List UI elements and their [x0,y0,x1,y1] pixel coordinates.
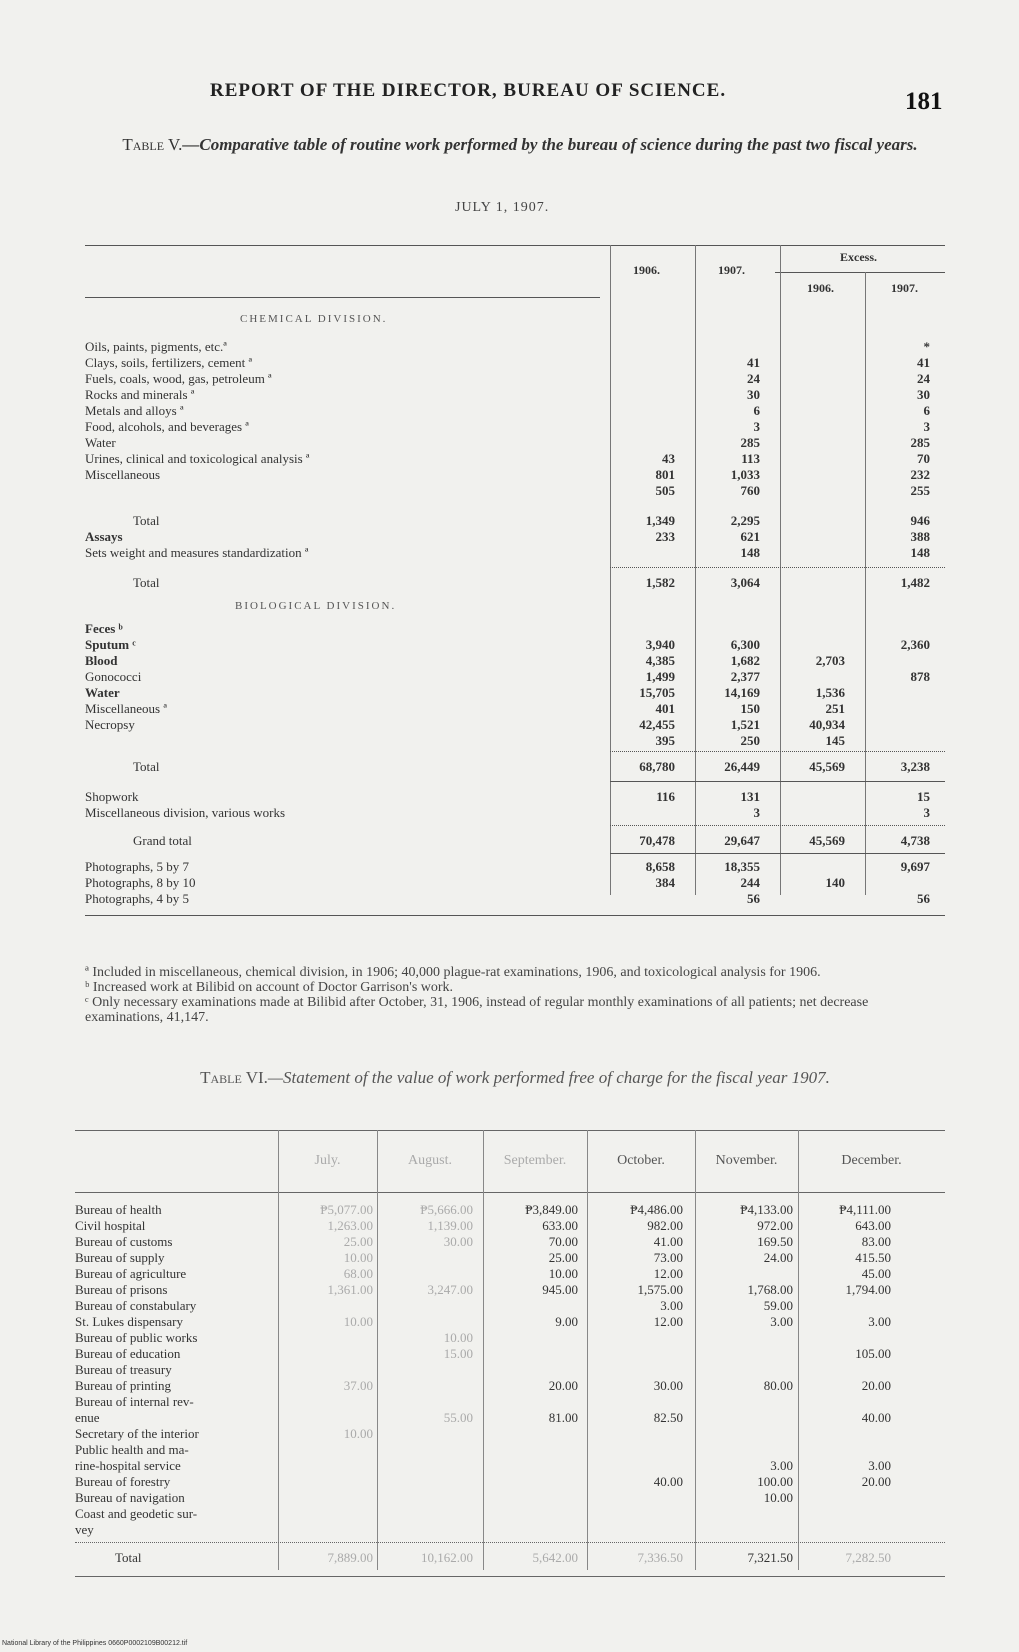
row-label: Bureau of forestry [75,1474,171,1489]
row-label: Water [85,685,120,700]
rule [85,297,600,298]
rule [75,1130,945,1131]
cell: 14,169 [724,685,760,700]
row-label: Bureau of constabulary [75,1298,197,1313]
rule [610,853,945,854]
cell: 30.00 [443,1234,473,1249]
scan-footer-tag: National Library of the Philippines 0660P0002109B00212.tif [2,1640,188,1647]
cell: 45.00 [861,1266,891,1281]
cell: 73.00 [653,1250,683,1265]
table5-footnotes [85,965,940,1025]
cell: 621 [740,529,760,544]
cell: 20.00 [861,1474,891,1489]
rule [75,1542,945,1543]
table-row [85,403,945,419]
col-ex-1906: 1906. [807,281,834,295]
table-row [75,1202,945,1218]
col-1906: 1906. [633,263,660,277]
cell: 40,934 [809,717,845,732]
cell: 6 [923,403,930,418]
cell: 10.00 [343,1426,373,1441]
row-label: Total [133,575,160,590]
row-label: Miscellaneous ª [85,701,167,716]
row-label: enue [75,1410,100,1425]
col-month: December. [841,1153,902,1168]
cell: 1,033 [730,467,760,482]
table-row [85,419,945,435]
table-row [75,1474,945,1490]
running-head: REPORT OF THE DIRECTOR, BUREAU OF SCIENCE. [210,80,727,101]
cell: 116 [656,789,675,804]
cell: 3.00 [770,1314,793,1329]
row-label: Bureau of customs [75,1234,173,1249]
cell: 30.00 [653,1378,683,1393]
cell: 43 [662,451,675,466]
table-row [85,685,945,701]
cell: 6,300 [730,637,760,652]
cell: 388 [910,529,930,544]
cell: 7,336.50 [637,1550,683,1565]
footnote-b: ᵇ Increased work at Bilibid on account of Doctor Garrison's work. [85,980,454,995]
cell: 55.00 [443,1410,473,1425]
row-label: Secretary of the interior [75,1426,199,1441]
table-row [75,1282,945,1298]
row-label: Sputum ᶜ [85,637,136,652]
rule [610,825,945,826]
table-row [75,1234,945,1250]
cell: 5,642.00 [532,1550,578,1565]
table5-date: JULY 1, 1907. [455,200,550,215]
cell: 3.00 [868,1458,891,1473]
cell: 3,238 [900,759,930,774]
rule [610,781,945,782]
rule [610,751,945,752]
row-label: Water [85,435,116,450]
row-label: Bureau of printing [75,1378,172,1393]
cell: 150 [740,701,760,716]
table6-caption [80,1067,950,1089]
cell: 251 [825,701,845,716]
cell: 801 [655,467,675,482]
cell: 10,162.00 [421,1550,473,1565]
cell: 41.00 [653,1234,683,1249]
cell: 42,455 [639,717,675,732]
chemical-division-heading: CHEMICAL DIVISION. [240,313,388,325]
row-label: Photographs, 4 by 5 [85,891,189,906]
rule [85,245,945,246]
row-label: Bureau of public works [75,1330,198,1345]
cell: 10.00 [548,1266,578,1281]
cell: 4,738 [900,833,930,848]
cell: 3.00 [660,1298,683,1313]
cell: 68.00 [343,1266,373,1281]
cell: ₱3,849.00 [525,1202,578,1217]
cell: 395 [655,733,675,748]
table5-caption [90,134,950,156]
cell: 946 [910,513,930,528]
table5-label: Table V. [122,135,183,154]
col-month: October. [617,1153,665,1168]
cell: 244 [740,875,760,890]
cell: 3 [923,419,930,434]
cell: 15,705 [639,685,675,700]
table-row [75,1266,945,1282]
cell: * [923,339,930,354]
col-month: September. [503,1153,567,1168]
table6-title: —Statement of the value of work performed free of charge for the fiscal year 1907. [267,1068,830,1087]
cell: 9,697 [900,859,930,874]
table-row [85,859,945,875]
page-number: 181 [905,88,943,115]
cell: 169.50 [757,1234,793,1249]
cell: 25.00 [548,1250,578,1265]
table-row [85,451,945,467]
footnote-c: ᶜ Only necessary examinations made at Bilibid after October, 31, 1906, instead of regular monthly examinations of all patients; net decrease examinations, 41,147. [85,995,869,1025]
cell: 10.00 [443,1330,473,1345]
cell: 10.00 [343,1314,373,1329]
misc-division-row [85,805,945,821]
table-row [75,1458,945,1474]
table-row [85,875,945,891]
cell: 3 [753,419,760,434]
col-month: November. [715,1153,778,1168]
table-row [85,387,945,403]
cell: 1,794.00 [845,1282,891,1297]
row-label: Feces ᵇ [85,621,123,636]
cell: 3 [753,805,760,820]
cell: 1,349 [645,513,675,528]
cell: 24 [747,371,760,386]
cell: 70.00 [548,1234,578,1249]
cell: 45,569 [809,759,845,774]
cell: ₱4,111.00 [839,1202,891,1217]
cell: 2,377 [730,669,760,684]
table6-label: Table VI. [200,1068,268,1087]
table-row [75,1346,945,1362]
cell: 70 [917,451,930,466]
table-row [75,1362,945,1378]
cell: 250 [740,733,760,748]
cell: 232 [910,467,930,482]
assays-row [85,529,945,545]
table-row [75,1410,945,1426]
cell: 45,569 [809,833,845,848]
cell: 982.00 [647,1218,683,1233]
row-label: Grand total [133,833,192,848]
table-row [85,621,945,637]
table6-total-row [75,1550,945,1566]
cell: 41 [747,355,760,370]
cell: 3.00 [770,1458,793,1473]
cell: 3 [923,805,930,820]
rule [610,567,945,568]
cell: 18,355 [724,859,760,874]
table-row [75,1298,945,1314]
cell: 1,499 [645,669,675,684]
cell: 59.00 [763,1298,793,1313]
table-row [85,653,945,669]
cell: 415.50 [855,1250,891,1265]
cell: 401 [655,701,675,716]
row-label: Food, alcohols, and beverages ª [85,419,249,434]
shopwork-row [85,789,945,805]
row-label: Rocks and minerals ª [85,387,195,402]
cell: 1,682 [730,653,760,668]
row-label: Total [133,759,160,774]
row-label: Blood [85,653,118,668]
cell: 7,321.50 [747,1550,793,1565]
row-label: Coast and geodetic sur- [75,1506,198,1521]
cell: ₱4,486.00 [630,1202,683,1217]
cell: 113 [741,451,760,466]
cell: 505 [655,483,675,498]
row-label: Necropsy [85,717,135,732]
cell: 285 [740,435,760,450]
cell: 1,263.00 [327,1218,373,1233]
row-label: Photographs, 5 by 7 [85,859,189,874]
cell: 12.00 [653,1266,683,1281]
cell: 83.00 [861,1234,891,1249]
row-label: St. Lukes dispensary [75,1314,183,1329]
cell: 1,575.00 [637,1282,683,1297]
cell: 24.00 [763,1250,793,1265]
biological-division-heading: BIOLOGICAL DIVISION. [235,600,397,612]
row-label: Public health and ma- [75,1442,189,1457]
row-label: Shopwork [85,789,139,804]
cell: 80.00 [763,1378,793,1393]
table-row [85,717,945,733]
cell: 7,282.50 [845,1550,891,1565]
rule [75,1192,945,1193]
row-label: Bureau of navigation [75,1490,185,1505]
table-row [75,1314,945,1330]
table-row [75,1506,945,1522]
col-month: July. [314,1153,341,1168]
table-row [85,467,945,483]
row-label: Clays, soils, fertilizers, cement ª [85,355,253,370]
cell: ₱5,077.00 [320,1202,373,1217]
table-row [85,637,945,653]
cell: 255 [910,483,930,498]
cell: 30 [917,387,930,402]
cell: 3,247.00 [427,1282,473,1297]
cell: 10.00 [343,1250,373,1265]
table-row [85,483,945,499]
col-ex-1907: 1907. [891,281,918,295]
table-row [85,355,945,371]
cell: 1,521 [730,717,760,732]
row-label: Photographs, 8 by 10 [85,875,196,890]
cell: 384 [655,875,675,890]
cell: 9.00 [555,1314,578,1329]
rule [75,1576,945,1577]
table-row [85,371,945,387]
cell: 4,385 [645,653,675,668]
row-label: Oils, paints, pigments, etc.ª [85,339,227,354]
cell: 148 [910,545,930,560]
row-label: Miscellaneous [85,467,161,482]
row-label: Bureau of internal rev- [75,1394,194,1409]
cell: 20.00 [861,1378,891,1393]
row-label: Gonococci [85,669,142,684]
cell: 26,449 [724,759,760,774]
cell: 40.00 [861,1410,891,1425]
cell: 633.00 [542,1218,578,1233]
cell: 131 [740,789,760,804]
row-label: Sets weight and measures standardization ª [85,545,309,560]
cell: 1,582 [645,575,675,590]
row-label: Total [115,1550,142,1565]
cell: 10.00 [763,1490,793,1505]
col-month: August. [408,1153,452,1168]
cell: 15.00 [443,1346,473,1361]
cell: 100.00 [757,1474,793,1489]
cell: 1,768.00 [747,1282,793,1297]
row-label: Urines, clinical and toxicological analysis ª [85,451,310,466]
cell: 2,703 [815,653,845,668]
cell: 140 [825,875,845,890]
grand-total-row [85,833,945,849]
cell: 82.50 [653,1410,683,1425]
cell: 41 [917,355,930,370]
chemical-grand-total-row [85,575,945,591]
cell: 285 [910,435,930,450]
cell: 40.00 [653,1474,683,1489]
table-row [75,1330,945,1346]
row-label: Bureau of supply [75,1250,165,1265]
biological-total-row [85,759,945,775]
table-row [75,1426,945,1442]
cell: 3,064 [730,575,760,590]
cell: 6 [753,403,760,418]
cell: 1,536 [815,685,845,700]
row-label: Bureau of education [75,1346,181,1361]
cell: 81.00 [548,1410,578,1425]
cell: 1,482 [900,575,930,590]
table-row [85,701,945,717]
rule [85,915,945,916]
sets-row [85,545,945,561]
cell: 70,478 [639,833,675,848]
table-row [85,733,945,749]
row-label: Civil hospital [75,1218,146,1233]
table-row [85,891,945,907]
row-label: Bureau of health [75,1202,162,1217]
table-row [75,1394,945,1410]
cell: 24 [917,371,930,386]
cell: 2,295 [730,513,760,528]
row-label: Miscellaneous division, various works [85,805,286,820]
row-label: Fuels, coals, wood, gas, petroleum ª [85,371,272,386]
cell: 56 [917,891,930,906]
cell: ₱5,666.00 [420,1202,473,1217]
cell: 1,361.00 [327,1282,373,1297]
row-label: Metals and alloys ª [85,403,184,418]
table-row [75,1442,945,1458]
row-label: Bureau of agriculture [75,1266,187,1281]
cell: 233 [655,529,675,544]
cell: 2,360 [900,637,930,652]
cell: 15 [917,789,930,804]
cell: 3,940 [645,637,675,652]
table-row [85,339,945,355]
rule [775,272,945,273]
cell: 145 [825,733,845,748]
cell: 25.00 [343,1234,373,1249]
cell: 945.00 [542,1282,578,1297]
cell: ₱4,133.00 [740,1202,793,1217]
table-row [75,1522,945,1538]
row-label: rine-hospital service [75,1458,181,1473]
row-label: Assays [85,529,123,544]
cell: 12.00 [653,1314,683,1329]
cell: 643.00 [855,1218,891,1233]
row-label: Bureau of prisons [75,1282,168,1297]
table5-title: —Comparative table of routine work performed by the bureau of science during the past two fiscal years. [182,135,918,154]
cell: 7,889.00 [327,1550,373,1565]
cell: 37.00 [343,1378,373,1393]
table-row [75,1490,945,1506]
row-label: Bureau of treasury [75,1362,172,1377]
col-1907: 1907. [718,263,745,277]
cell: 68,780 [639,759,675,774]
cell: 29,647 [724,833,760,848]
cell: 105.00 [855,1346,891,1361]
cell: 30 [747,387,760,402]
cell: 878 [910,669,930,684]
cell: 148 [740,545,760,560]
cell: 972.00 [757,1218,793,1233]
table-row [85,669,945,685]
cell: 1,139.00 [427,1218,473,1233]
table-row [75,1218,945,1234]
cell: 3.00 [868,1314,891,1329]
table-row [75,1378,945,1394]
chemical-total-row [85,513,945,529]
col-excess: Excess. [840,250,877,264]
cell: 8,658 [645,859,675,874]
cell: 20.00 [548,1378,578,1393]
table-row [75,1250,945,1266]
row-label: Total [133,513,160,528]
footnote-a: ª Included in miscellaneous, chemical division, in 1906; 40,000 plague-rat examinations, 1906, and toxicological analysis for 1906. [85,965,821,980]
table-row [85,435,945,451]
cell: 760 [740,483,760,498]
cell: 56 [747,891,760,906]
row-label: vey [75,1522,94,1537]
